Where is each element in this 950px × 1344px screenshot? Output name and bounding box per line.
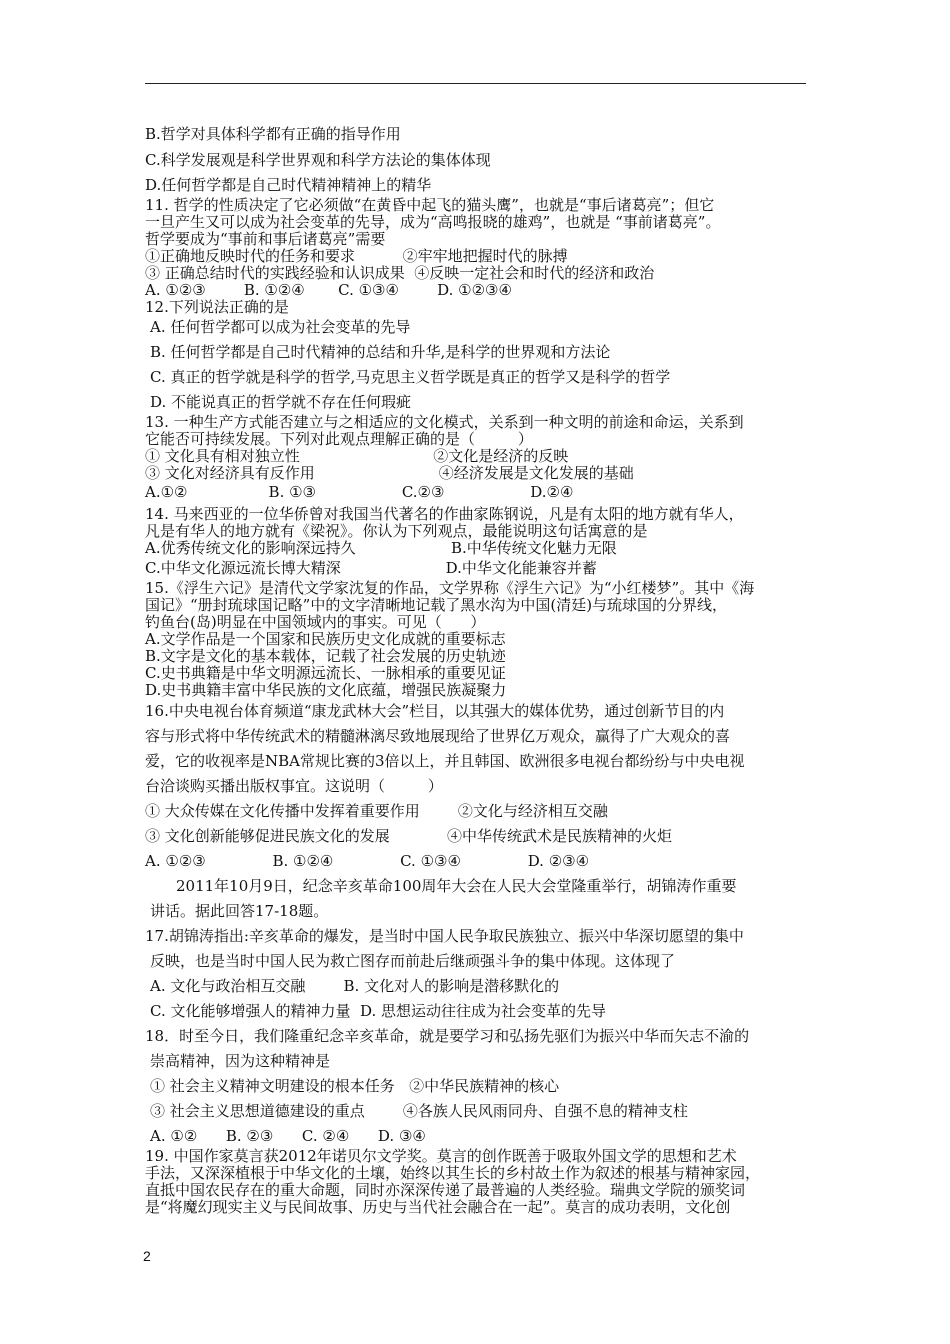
text-line: ① 文化具有相对独立性 ②文化是经济的反映 [145,447,569,465]
text-line: ③ 文化创新能够促进民族文化的发展 ④中华传统武术是民族精神的火炬 [145,827,672,845]
text-line: B.哲学对具体科学都有正确的指导作用 [145,125,401,143]
text-line: A.文学作品是一个国家和民族历史文化成就的重要标志 [145,630,506,648]
text-line: 容与形式将中华传统武术的精髓淋漓尽致地展现给了世界亿万观众，赢得了广大观众的喜 [145,727,731,745]
text-line: 2011年10月9日，纪念辛亥革命100周年大会在人民大会堂隆重举行，胡锦涛作重要 [176,877,737,895]
text-line: 它能否可持续发展。下列对此观点理解正确的是（ ） [145,430,533,448]
text-line: A.优秀传统文化的影响深远持久 B.中华传统文化魅力无限 [145,539,617,557]
text-line: ①正确地反映时代的任务和要求 ②牢牢地把握时代的脉搏 [145,247,568,265]
text-line: C.科学发展观是科学世界观和科学方法论的集体体现 [145,151,491,169]
text-line: 15.《浮生六记》是清代文学家沈复的作品，文学界称《浮生六记》为“小红楼梦”。其中《海 [145,579,755,597]
text-line: A.①② B. ①③ C.②③ D.②④ [145,483,574,501]
text-line: D. 不能说真正的哲学就不存在任何瑕疵 [150,393,412,411]
text-line: 16.中央电视台体育频道“康龙武林大会”栏目，以其强大的媒体优势，通过创新节目的内 [145,702,725,720]
text-line: 18．时至今日，我们隆重纪念辛亥革命，就是要学习和弘扬先驱们为振兴中华而矢志不渝的 [145,1027,750,1045]
text-line: C. 文化能够增强人的精神力量 D. 思想运动往往成为社会变革的先导 [150,1002,607,1020]
text-line: B.文字是文化的基本载体，记载了社会发展的历史轨迹 [145,647,506,665]
text-line: 国记》“册封琉球国记略”中的文字清晰地记载了黑水沟为中国(清廷)与琉球国的分界线， [145,596,728,614]
text-line: ③ 社会主义思想道德建设的重点 ④各族人民风雨同舟、自强不息的精神支柱 [150,1102,688,1120]
text-line: 崇高精神，因为这种精神是 [150,1052,331,1070]
text-line: ③ 文化对经济具有反作用 ④经济发展是文化发展的基础 [145,464,634,482]
text-line: A. 文化与政治相互交融 B. 文化对人的影响是潜移默化的 [150,977,560,995]
text-line: C.中华文化源远流长博大精深 D.中华文化能兼容并蓄 [145,559,597,577]
text-line: 17.胡锦涛指出:辛亥革命的爆发，是当时中国人民争取民族独立、振兴中华深切愿望的集中 [145,927,744,945]
text-line: A. ①② B. ②③ C. ②④ D. ③④ [150,1127,426,1145]
text-line: ③ 正确总结时代的实践经验和认识成果 ④反映一定社会和时代的经济和政治 [145,264,655,282]
text-line: 13. 一种生产方式能否建立与之相适应的文化模式，关系到一种文明的前途和命运，关系到 [145,413,744,431]
text-line: ① 大众传媒在文化传播中发挥着重要作用 ②文化与经济相互交融 [145,802,608,820]
text-line: 直抵中国农民存在的重大命题，同时亦深深传递了最普遍的人类经验。瑞典文学院的颁奖词 [145,1181,746,1199]
page-number: 2 [143,1248,151,1264]
text-line: 11. 哲学的性质决定了它必须做“在黄昏中起飞的猫头鹰”，也就是“事后诸葛亮”；但它 [145,196,715,214]
text-line: 是“将魔幻现实主义与民间故事、历史与当代社会融合在一起”。莫言的成功表明，文化创 [145,1198,731,1216]
text-line: A. ①②③ B. ①②④ C. ①③④ D. ①②③④ [145,281,512,299]
text-line: 手法，又深深植根于中华文化的土壤，始终以其生长的乡村故土作为叙述的根基与精神家园， [145,1164,761,1182]
text-line: D.任何哲学都是自己时代精神精神上的精华 [145,176,432,194]
text-line: 19. 中国作家莫言获2012年诺贝尔文学奖。莫言的创作既善于吸取外国文学的思想和艺术 [145,1147,737,1165]
text-line: 讲话。据此回答17-18题。 [150,902,329,920]
text-line: 哲学要成为“事前和事后诸葛亮”需要 [145,230,386,248]
text-line: A. 任何哲学都可以成为社会变革的先导 [150,318,411,336]
header-rule [145,83,806,84]
text-line: ① 社会主义精神文明建设的根本任务 ②中华民族精神的核心 [150,1077,560,1095]
text-line: 凡是有华人的地方就有《梁祝》。你认为下列观点，最能说明这句话寓意的是 [145,522,648,540]
text-line: 台洽谈购买播出版权事宜。这说明（ ） [145,777,443,795]
text-line: C.史书典籍是中华文明源远流长、一脉相承的重要见证 [145,664,506,682]
text-line: 反映，也是当时中国人民为救亡图存而前赴后继顽强斗争的集中体现。这体现了 [150,952,676,970]
text-line: B. 任何哲学都是自己时代精神的总结和升华,是科学的世界观和方法论 [150,343,611,361]
text-line: 14. 马来西亚的一位华侨曾对我国当代著名的作曲家陈钢说，凡是有太阳的地方就有华人， [145,505,744,523]
text-line: 一旦产生又可以成为社会变革的先导，成为“高鸣报晓的雄鸡”，也就是 “事前诸葛亮”。 [145,213,721,231]
text-line: D.史书典籍丰富中华民族的文化底蕴，增强民族凝聚力 [145,681,507,699]
text-line: 12.下列说法正确的是 [145,298,289,316]
text-line: 钓鱼台(岛)明显在中国领域内的事实。可见（ ） [145,613,486,631]
text-line: A. ①②③ B. ①②④ C. ①③④ D. ②③④ [145,852,590,870]
text-line: C. 真正的哲学就是科学的哲学,马克思主义哲学既是真正的哲学又是科学的哲学 [150,368,671,386]
text-line: 爱，它的收视率是NBA常规比赛的3倍以上，并且韩国、欧洲很多电视台都纷纷与中央电视 [145,752,745,770]
